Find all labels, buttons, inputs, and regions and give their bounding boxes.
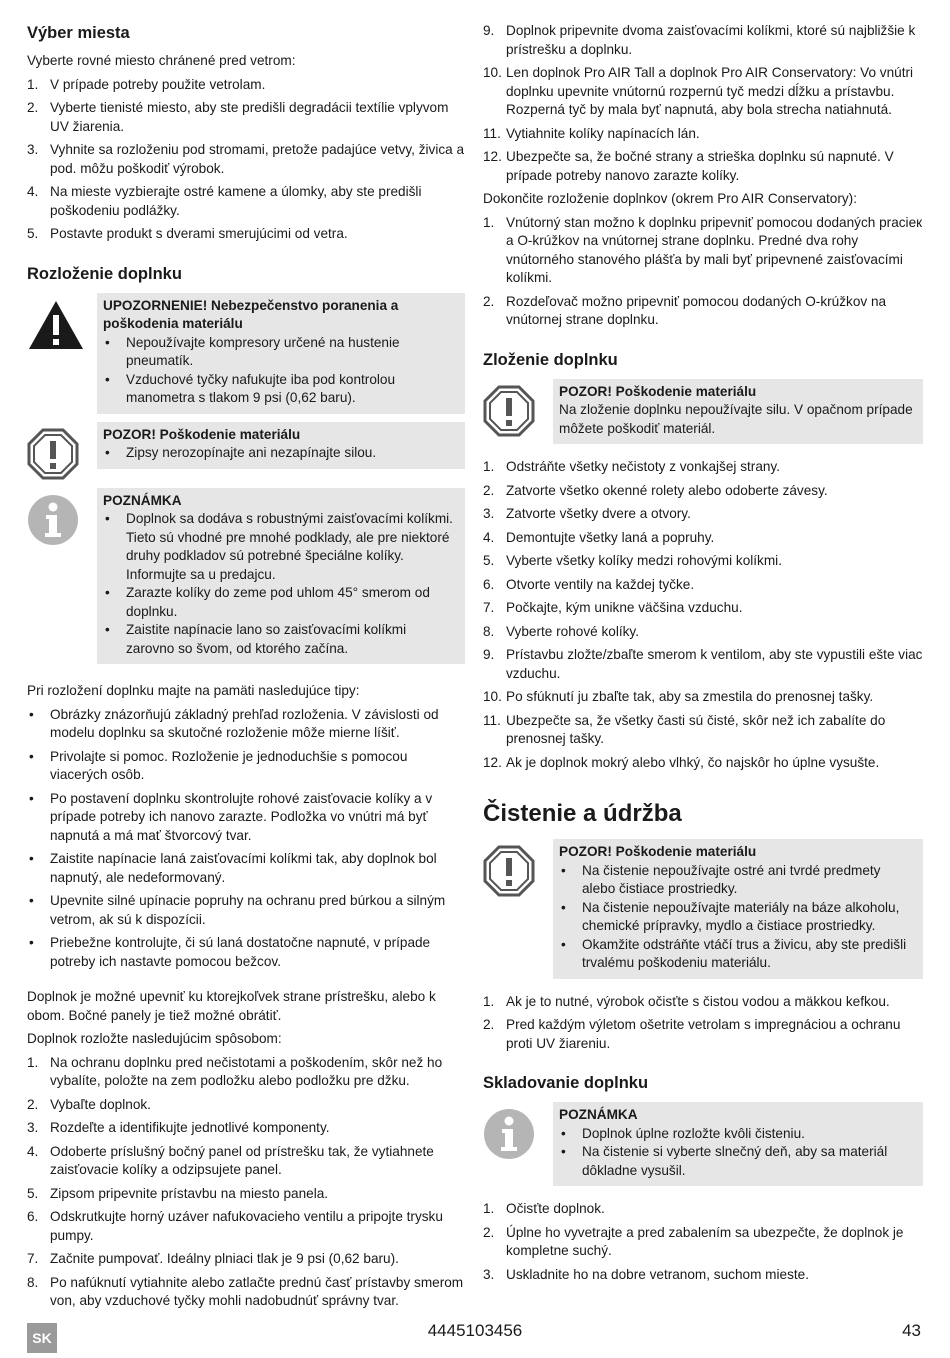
note-notice-koliky — [27, 488, 465, 665]
list-number: 2. — [27, 1096, 39, 1112]
list-item — [27, 183, 465, 220]
bullet-item: • Na čistenie si vyberte slnečný deň, aby sa materiál dôkladne vysušil. — [559, 1143, 915, 1180]
note-box — [97, 488, 465, 665]
list-number: 5. — [27, 1185, 39, 1201]
list-item — [483, 623, 923, 642]
warning-title: UPOZORNENIE! Nebezpečenstvo poranenia a poškodenia materiálu — [103, 297, 399, 331]
section-title-skladovanie: Skladovanie doplnku — [483, 1074, 649, 1092]
bullet-item: • Zaistite napínacie lano so zaisťovacími kolíkmi zarovno so švom, od ktorého začína. — [103, 621, 457, 658]
list-text: Pred každým výletom ošetrite vetrolam s impregnáciou a ochranu proti UV žiareniu. — [506, 1017, 901, 1051]
list-text: Na mieste vyzbierajte ostré kamene a úlomky, aby ste predišli poškodeniu podlážky. — [50, 184, 422, 218]
caution-octagon-icon — [27, 428, 79, 480]
list-text: Po sfúknutí ju zbaľte tak, aby sa zmestila do prenosnej tašky. — [506, 689, 874, 704]
list-number: 3. — [27, 142, 39, 157]
list-text: Odoberte príslušný bočný panel od prístrešku tak, že vytiahnete zaisťovacie kolíky a odzipsujete panel. — [50, 1143, 434, 1177]
rozlozenie-steps-continued — [483, 22, 923, 185]
list-number: 11. — [483, 125, 501, 141]
list-item — [483, 552, 923, 571]
list-number: 4. — [27, 1143, 39, 1159]
list-item — [483, 712, 923, 749]
note-list — [103, 510, 457, 658]
list-item — [483, 646, 923, 683]
list-text: Ubezpečte sa, že všetky časti sú čisté, skôr než ich zabalíte do prenosnej tašky. — [506, 712, 886, 746]
document-number: 4445103456 — [427, 1321, 523, 1340]
list-number: 9. — [483, 647, 495, 662]
caution-box — [553, 839, 923, 979]
list-item — [483, 214, 923, 288]
caution-octagon-icon — [483, 845, 535, 897]
list-number: 1. — [483, 993, 495, 1009]
right-column — [483, 22, 923, 1289]
list-item — [483, 125, 923, 144]
warning-triangle-icon — [27, 299, 85, 351]
list-item — [483, 293, 923, 330]
tips-intro: Pri rozložení doplnku majte na pamäti nasledujúce tipy: — [27, 683, 360, 698]
bullet-item: • Doplnok sa dodáva s robustnými zaisťovacími kolíkmi. Tieto sú vhodné pre mnohé podklady, ale pre niektoré druhy podkladov sú potrebné špeciálne kolíky. Informujte sa u predajcu. — [103, 510, 457, 584]
bullet-item: • Okamžite odstráňte vtáčí trus a živicu, aby ste predišli trvalému poškodeniu materiálu. — [559, 936, 915, 973]
list-number: 1. — [483, 214, 495, 230]
caution-list — [103, 444, 457, 463]
section-title-zlozenie: Zloženie doplnku — [483, 350, 618, 369]
list-item — [483, 993, 923, 1012]
list-text: Počkajte, kým unikne väčšina vzduchu. — [506, 600, 743, 615]
caution-notice-zlozenie — [483, 379, 923, 445]
list-text: V prípade potreby použite vetrolam. — [50, 76, 266, 92]
list-item — [483, 482, 923, 501]
list-number: 12. — [483, 149, 502, 164]
zlozenie-steps — [483, 458, 923, 772]
list-item — [27, 1143, 465, 1180]
list-number: 1. — [483, 459, 495, 474]
cistenie-steps — [483, 993, 923, 1054]
list-number: 9. — [483, 23, 495, 38]
caution-notice-cistenie — [483, 839, 923, 979]
bullet-item: • Nepoužívajte kompresory určené na hustenie pneumatík. — [103, 334, 457, 371]
list-text: Ubezpečte sa, že bočné strany a strieška doplnku sú napnuté. V prípade potreby nanovo zarazte kolíky. — [506, 149, 894, 183]
list-text: Rozdeľovač možno pripevniť pomocou dodaných O-krúžkov na vnútornej strane doplnku. — [506, 293, 887, 327]
list-number: 5. — [483, 553, 495, 568]
list-number: 6. — [483, 576, 495, 592]
list-number: 1. — [483, 1201, 495, 1216]
caution-box — [97, 422, 465, 469]
bullet-item: • Na čistenie nepoužívajte materiály na báze alkoholu, chemické prípravky, mydlo a čistiace prostriedky. — [559, 899, 915, 936]
bullet-item: • Upevnite silné upínacie popruhy na ochranu pred búrkou a silným vetrom, ak sú k dispozícii. — [27, 892, 465, 929]
para-upevnenie: Doplnok je možné upevniť ku ktorejkoľvek strane prístrešku, alebo k obom. Bočné panely je tiež možné obrátiť. — [27, 989, 436, 1023]
list-number: 3. — [483, 506, 495, 521]
finish-intro: Dokončite rozloženie doplnkov (okrem Pro AIR Conservatory): — [483, 191, 857, 206]
list-text: Vyhnite sa rozloženiu pod stromami, pretože padajúce vetvy, živica a pod. môžu poškodiť výrobok. — [50, 142, 465, 176]
list-number: 2. — [483, 482, 495, 498]
bullet-item: • Na čistenie nepoužívajte ostré ani tvrdé predmety alebo čistiace prostriedky. — [559, 862, 915, 899]
list-item — [483, 529, 923, 548]
caution-octagon-icon — [483, 385, 535, 437]
list-item — [27, 1096, 465, 1115]
bullet-item: • Po postavení doplnku skontrolujte rohové zaisťovacie kolíky a v prípade potreby ich nanovo zarazte. Podložka vo vnútri má byť napnutá a má mať štvorcový tvar. — [27, 790, 465, 846]
list-text: Po nafúknutí vytiahnite alebo zatlačte prednú časť prístavby smerom von, aby vzduchové tyčky mohli nadobudnúť správny tvar. — [50, 1274, 464, 1308]
list-item — [27, 141, 465, 178]
bullet-item: • Obrázky znázorňujú základný prehľad rozloženia. V závislosti od modelu doplnku sa skutočné rozloženie môže mierne líšiť. — [27, 706, 465, 743]
list-text: Ak je doplnok mokrý alebo vlhký, čo najskôr ho úplne vysušte. — [506, 754, 880, 770]
list-number: 7. — [27, 1251, 39, 1266]
list-text: Odstráňte všetky nečistoty z vonkajšej strany. — [506, 459, 780, 474]
list-item — [483, 688, 923, 707]
note-title: POZNÁMKA — [559, 1107, 638, 1122]
vyber-list — [27, 76, 465, 244]
note-list — [559, 1125, 915, 1181]
caution-box — [553, 379, 923, 445]
list-item — [483, 576, 923, 595]
list-text: Úplne ho vyvetrajte a pred zabalením sa ubezpečte, že doplnok je kompletne suchý. — [506, 1224, 904, 1258]
bullet-item: • Zaistite napínacie laná zaisťovacími kolíkmi tak, aby doplnok bol napnutý, ale nedeformovaný. — [27, 850, 465, 887]
list-text: Vyberte všetky kolíky medzi rohovými kolíkmi. — [506, 553, 782, 568]
list-number: 2. — [27, 100, 39, 115]
section-title-cistenie: Čistenie a údržba — [483, 800, 682, 827]
warning-box — [97, 293, 465, 414]
list-item — [27, 1274, 465, 1311]
list-text: Vyberte tienisté miesto, aby ste predišli degradácii textílie vplyvom UV žiarenia. — [50, 100, 449, 134]
list-item — [483, 1266, 923, 1285]
bullet-item: • Doplnok úplne rozložte kvôli čisteniu. — [559, 1125, 915, 1144]
list-number: 8. — [483, 623, 495, 639]
vyber-intro: Vyberte rovné miesto chránené pred vetrom: — [27, 53, 296, 68]
list-item — [27, 225, 465, 244]
list-text: Vyberte rohové kolíky. — [506, 623, 639, 639]
skladovanie-steps — [483, 1200, 923, 1284]
list-item — [483, 148, 923, 185]
bullet-item: • Priebežne kontrolujte, či sú laná dostatočne napnuté, v prípade potreby ich nastavte pomocou bežcov. — [27, 934, 465, 971]
list-number: 1. — [27, 1054, 39, 1070]
list-text: Zatvorte všetky dvere a otvory. — [506, 506, 691, 521]
list-item — [27, 1119, 465, 1138]
bullet-item: • Vzduchové tyčky nafukujte iba pod kontrolou manometra s tlakom 9 psi (0,62 baru). — [103, 371, 457, 408]
list-number: 5. — [27, 226, 39, 241]
list-number: 6. — [27, 1209, 39, 1224]
list-number: 10. — [483, 689, 502, 704]
list-item — [483, 1200, 923, 1219]
list-item — [27, 99, 465, 136]
left-column — [27, 22, 465, 1316]
list-number: 2. — [483, 1017, 495, 1032]
list-item — [483, 505, 923, 524]
caution-title: POZOR! Poškodenie materiálu — [559, 383, 757, 399]
caution-list — [559, 862, 915, 973]
list-number: 10. — [483, 65, 502, 80]
list-text: Na ochranu doplnku pred nečistotami a poškodením, skôr než ho vybalíte, položte na zem podložku alebo podložku pre džku. — [50, 1054, 443, 1088]
list-number: 3. — [27, 1120, 39, 1135]
list-item — [483, 599, 923, 618]
list-number: 2. — [483, 293, 495, 309]
list-text: Vybaľte doplnok. — [50, 1096, 151, 1112]
list-text: Očisťte doplnok. — [506, 1201, 605, 1216]
caution-title: POZOR! Poškodenie materiálu — [559, 844, 757, 859]
language-badge: SK — [27, 1323, 57, 1353]
list-text: Prístavbu zložte/zbaľte smerom k ventilom, aby ste vypustili ešte viac vzduchu. — [506, 647, 923, 681]
bullet-item: • Zarazte kolíky do zeme pod uhlom 45° smerom od doplnku. — [103, 584, 457, 621]
list-item — [483, 64, 923, 120]
list-number: 4. — [27, 184, 39, 199]
list-number: 12. — [483, 754, 502, 770]
list-text: Postavte produkt s dverami smerujúcimi od vetra. — [50, 226, 348, 241]
section-title-vyber-miesta: Výber miesta — [27, 24, 130, 42]
list-text: Odskrutkujte horný uzáver nafukovacieho ventilu a pripojte trysku pumpy. — [50, 1209, 443, 1243]
list-text: Otvorte ventily na každej tyčke. — [506, 576, 695, 592]
list-item — [27, 1250, 465, 1269]
section-title-rozlozenie: Rozloženie doplnku — [27, 264, 182, 283]
list-number: 8. — [27, 1274, 39, 1290]
list-text: Zipsom pripevnite prístavbu na miesto panela. — [50, 1185, 329, 1201]
warning-notice — [27, 293, 465, 414]
finish-steps — [483, 214, 923, 330]
note-notice-skladovanie — [483, 1102, 923, 1186]
list-text: Vytiahnite kolíky napínacích lán. — [506, 125, 700, 141]
caution-title: POZOR! Poškodenie materiálu — [103, 426, 301, 442]
list-item — [483, 458, 923, 477]
caution-notice-zipsy — [27, 422, 465, 480]
list-text: Len doplnok Pro AIR Tall a doplnok Pro AIR Conservatory: Vo vnútri doplnku upevnite vnútornú rozpernú tyč medzi dĺžku a prístavbu. Rozperná tyč by mala byť napnutá, aby bola strecha natiahnutá. — [506, 65, 914, 117]
list-item — [483, 22, 923, 59]
list-item — [483, 754, 923, 773]
list-number: 7. — [483, 600, 495, 615]
list-item — [27, 76, 465, 95]
warning-list — [103, 334, 457, 408]
list-number: 2. — [483, 1224, 495, 1240]
list-number: 4. — [483, 529, 495, 545]
list-text: Demontujte všetky laná a popruhy. — [506, 529, 715, 545]
list-text: Začnite pumpovať. Ideálny plniaci tlak je 9 psi (0,62 baru). — [50, 1251, 399, 1266]
list-number: 11. — [483, 712, 501, 728]
info-icon — [27, 494, 79, 546]
para-postup: Doplnok rozložte nasledujúcim spôsobom: — [27, 1031, 282, 1046]
note-box — [553, 1102, 923, 1186]
list-item — [483, 1224, 923, 1261]
list-item — [27, 1208, 465, 1245]
tips-list — [27, 706, 465, 972]
list-text: Zatvorte všetko okenné rolety alebo odoberte závesy. — [506, 482, 828, 498]
bullet-item: • Privolajte si pomoc. Rozloženie je jednoduchšie s pomocou viacerých osôb. — [27, 748, 465, 785]
info-icon — [483, 1108, 535, 1160]
page-number: 43 — [902, 1321, 921, 1340]
note-title: POZNÁMKA — [103, 492, 182, 508]
list-text: Uskladnite ho na dobre vetranom, suchom mieste. — [506, 1266, 809, 1282]
list-text: Rozdeľte a identifikujte jednotlivé komponenty. — [50, 1120, 330, 1135]
list-text: Ak je to nutné, výrobok očisťte s čistou vodou a mäkkou kefkou. — [506, 993, 890, 1009]
list-text: Vnútorný stan možno k doplnku pripevniť pomocou dodaných pracieк a O-krúžkov na vnútornej strane doplnku. Predné dva rohy vnútorného stanového plášťa by mali byť pripevnené zaisťovacími kolíkmi. — [506, 214, 923, 285]
list-text: Doplnok pripevnite dvoma zaisťovacími kolíkmi, ktoré sú najbližšie k prístrešku a doplnku. — [506, 23, 916, 57]
bullet-item: • Zipsy nerozopínajte ani nezapínajte silou. — [103, 444, 457, 463]
rozlozenie-steps — [27, 1054, 465, 1311]
list-number: 3. — [483, 1266, 495, 1282]
list-item — [27, 1054, 465, 1091]
list-number: 1. — [27, 76, 39, 92]
list-item — [483, 1016, 923, 1053]
caution-text: Na zloženie doplnku nepoužívajte silu. V opačnom prípade môžete poškodiť materiál. — [559, 402, 913, 436]
list-item — [27, 1185, 465, 1204]
